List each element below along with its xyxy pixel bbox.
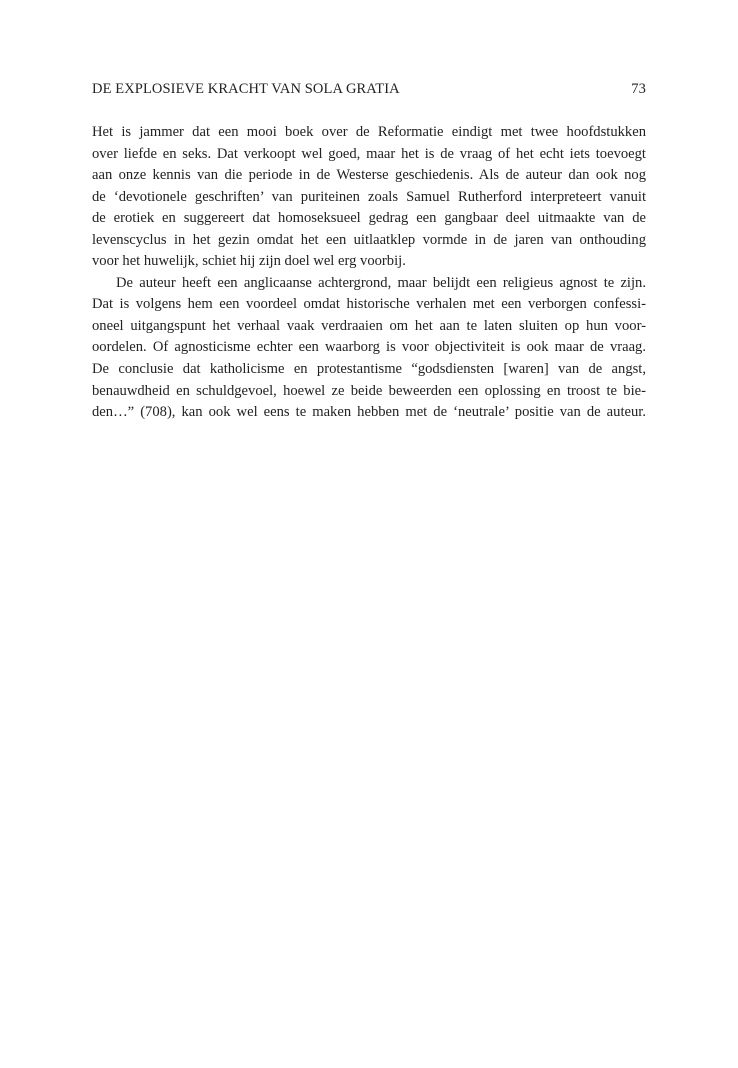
- text-line: De conclusie dat katholicisme en protestantisme “godsdiensten [waren] van de angst,: [92, 361, 646, 378]
- text-line: voor het huwelijk, schiet hij zijn doel wel erg voorbij.: [92, 253, 406, 270]
- text-line: de ‘devotionele geschriften’ van puriteinen zoals Samuel Rutherford interpreteert vanuit: [92, 188, 646, 205]
- text-line: De auteur heeft een anglicaanse achtergrond, maar belijdt een religieus agnost te zijn.: [116, 274, 646, 291]
- text-line: den…” (708), kan ook wel eens te maken hebben met de ‘neutrale’ positie van de auteur.: [92, 404, 646, 421]
- running-title: DE EXPLOSIEVE KRACHT VAN SOLA GRATIA: [92, 81, 400, 97]
- text-line: benauwdheid en schuldgevoel, hoewel ze beide beweerden een oplossing en troost te bie-: [92, 382, 646, 399]
- running-head: [92, 79, 646, 99]
- text-line: oneel uitgangspunt het verhaal vaak verdraaien om het aan te laten sluiten op hun voor-: [92, 317, 646, 334]
- text-line: Dat is volgens hem een voordeel omdat historische verhalen met een verborgen confessi-: [92, 296, 646, 313]
- body-text: [92, 122, 646, 424]
- page-number: 73: [631, 81, 646, 97]
- paragraph-1: [92, 122, 646, 273]
- text-line: over liefde en seks. Dat verkoopt wel goed, maar het is de vraag of het echt iets toevoegt: [92, 145, 646, 162]
- text-line: aan onze kennis van die periode in de Westerse geschiedenis. Als de auteur dan ook nog: [92, 167, 646, 184]
- text-line: oordelen. Of agnosticisme echter een waarborg is voor objectiviteit is ook maar de vraag.: [92, 339, 646, 356]
- text-line: Het is jammer dat een mooi boek over de Reformatie eindigt met twee hoofdstukken: [92, 124, 646, 140]
- text-line: de erotiek en suggereert dat homoseksueel gedrag een gangbaar deel uitmaakte van de: [92, 210, 646, 227]
- text-line: levenscyclus in het gezin omdat het een uitlaatklep vormde in de jaren van onthouding: [92, 231, 646, 248]
- paragraph-2: [92, 273, 646, 424]
